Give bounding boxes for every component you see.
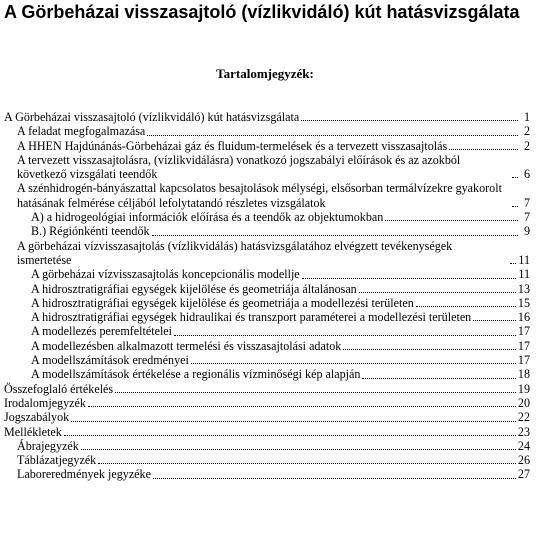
toc-entry[interactable] — [0, 467, 530, 481]
toc-entry[interactable] — [0, 296, 530, 310]
toc-entry[interactable] — [0, 425, 530, 439]
toc-entry[interactable] — [0, 339, 530, 353]
toc-dot-leader — [343, 348, 516, 350]
toc-entry[interactable] — [0, 353, 530, 367]
toc-entry-title[interactable]: A hidrosztratigráfiai egységek hidraulikai és transzport paraméterei a modellezési területen — [31, 310, 472, 325]
toc-entry-page-number[interactable]: 19 — [517, 381, 530, 396]
toc-entry[interactable] — [0, 410, 530, 424]
toc-entry-title[interactable]: Irodalomjegyzék — [4, 395, 86, 410]
toc-entry[interactable] — [0, 181, 530, 210]
toc-entry-page-number[interactable]: 20 — [517, 395, 530, 410]
toc-entry-title[interactable]: A görbeházai vízvisszasajtolás koncepcionális modellje — [31, 267, 300, 282]
toc-entry-title[interactable]: A tervezett visszasajtolásra, (vízlikvidálásra) vonatkozó jogszabályi előírások és az azokból következő vizsgálati teendők — [17, 152, 461, 182]
toc-entry-page-number[interactable]: 13 — [517, 281, 530, 296]
toc-dot-leader — [416, 305, 516, 307]
toc-entry-page-number[interactable]: 9 — [523, 224, 530, 239]
toc-dot-leader — [115, 391, 516, 393]
toc-entry[interactable] — [0, 282, 530, 296]
toc-dot-leader — [510, 262, 516, 264]
toc-entry[interactable] — [0, 224, 530, 238]
toc-entry-title[interactable]: Összefoglaló értékelés — [4, 381, 114, 396]
toc-entry[interactable] — [0, 310, 530, 324]
toc-entry-page-number[interactable]: 17 — [517, 353, 530, 368]
toc-dot-leader — [302, 277, 517, 279]
toc-entry-page-number[interactable]: 17 — [517, 338, 530, 353]
toc-dot-leader — [81, 448, 516, 450]
toc-dot-leader — [512, 176, 518, 178]
toc-dot-leader — [473, 319, 516, 321]
toc-entry-page-number[interactable]: 2 — [523, 138, 530, 153]
toc-entry[interactable] — [0, 439, 530, 453]
toc-dot-leader — [147, 134, 518, 136]
toc-dot-leader — [362, 377, 515, 379]
toc-heading: Tartalomjegyzék: — [216, 66, 314, 81]
toc-entry-page-number[interactable]: 24 — [517, 438, 530, 453]
toc-dot-leader — [385, 219, 518, 221]
document-title: A Görbeházai visszasajtoló (vízlikvidáló) kút hatásvizsgálata — [4, 2, 520, 22]
toc-dot-leader — [88, 405, 516, 407]
toc-entry-title[interactable]: A szénhidrogén-bányászattal kapcsolatos besajtolások mélységi, elsősorban termálvízekre gyakorolt hatásának felmérése céljából lefolytatandó részletes vizsgálatok — [17, 181, 502, 210]
toc-entry-title[interactable]: A görbeházai vízvisszasajtolás (vízlikvidálás) hatásvizsgálatához elvégzett tevékenységek ismertetése — [17, 238, 453, 267]
toc-dot-leader — [512, 205, 518, 207]
toc-entry-title[interactable]: Mellékletek — [4, 424, 62, 439]
toc-entry[interactable] — [0, 453, 530, 467]
toc-entry[interactable] — [0, 267, 530, 281]
table-of-contents — [0, 110, 530, 482]
toc-entry-title[interactable]: A HHEN Hajdúnánás-Görbeházai gáz és fluidum-termelések és a tervezett visszasajtolás — [17, 138, 448, 153]
toc-entry[interactable] — [0, 124, 530, 138]
toc-entry[interactable] — [0, 110, 530, 124]
toc-entry-page-number[interactable]: 15 — [517, 295, 530, 310]
toc-entry[interactable] — [0, 382, 530, 396]
toc-entry-title[interactable]: A modellezés peremfeltételei — [31, 324, 173, 339]
toc-entry[interactable] — [0, 139, 530, 153]
toc-dot-leader — [449, 148, 518, 150]
toc-entry-page-number[interactable]: 1 — [523, 110, 530, 124]
toc-entry-title[interactable]: A modellszámítások eredményei — [31, 353, 189, 368]
toc-entry-page-number[interactable]: 6 — [523, 167, 530, 182]
toc-entry-page-number[interactable]: 16 — [517, 310, 530, 325]
toc-entry-page-number[interactable]: 22 — [517, 410, 530, 425]
toc-dot-leader — [153, 477, 516, 479]
toc-entry-title[interactable]: A Görbeházai visszasajtoló (vízlikvidáló) kút hatásvizsgálata — [4, 110, 300, 124]
toc-entry-page-number[interactable]: 27 — [517, 467, 530, 482]
toc-entry-title[interactable]: A) a hidrogeológiai információk előírása és a teendők az objektumokban — [31, 210, 384, 225]
toc-entry-title[interactable]: A modellszámítások értékelése a regionális vízminőségi kép alapján — [31, 367, 361, 382]
toc-dot-leader — [98, 462, 516, 464]
toc-entry-title[interactable]: Táblázatjegyzék — [17, 453, 97, 468]
toc-entry-title[interactable]: Ábrajegyzék — [17, 438, 79, 453]
toc-entry-page-number[interactable]: 11 — [518, 267, 530, 282]
toc-entry[interactable] — [0, 153, 530, 182]
toc-entry-title[interactable]: B.) Régiónkénti teendők — [31, 224, 150, 239]
toc-entry-title[interactable]: Laboreredmények jegyzéke — [17, 467, 151, 482]
toc-entry-page-number[interactable]: 7 — [523, 195, 530, 210]
toc-entry-page-number[interactable]: 18 — [517, 367, 530, 382]
toc-entry[interactable] — [0, 210, 530, 224]
toc-dot-leader — [191, 362, 516, 364]
toc-entry-title[interactable]: A modellezésben alkalmazott termelési és visszasajtolási adatok — [31, 338, 342, 353]
toc-entry-page-number[interactable]: 7 — [523, 210, 530, 225]
toc-dot-leader — [71, 420, 516, 422]
toc-entry[interactable] — [0, 324, 530, 338]
toc-entry-page-number[interactable]: 23 — [517, 424, 530, 439]
toc-dot-leader — [152, 234, 518, 236]
toc-entry[interactable] — [0, 239, 530, 268]
toc-entry-page-number[interactable]: 11 — [518, 252, 530, 267]
toc-entry-title[interactable]: A feladat megfogalmazása — [17, 124, 146, 139]
toc-dot-leader — [359, 291, 516, 293]
toc-entry[interactable] — [0, 367, 530, 381]
toc-dot-leader — [174, 334, 516, 336]
toc-entry-page-number[interactable]: 2 — [523, 124, 530, 139]
toc-entry-title[interactable]: A hidrosztratigráfiai egységek kijelölése és geometriája a modellezési területen — [31, 295, 414, 310]
toc-dot-leader — [64, 434, 516, 436]
toc-entry-title[interactable]: Jogszabályok — [4, 410, 70, 425]
toc-entry-page-number[interactable]: 17 — [517, 324, 530, 339]
toc-entry-page-number[interactable]: 26 — [517, 453, 530, 468]
toc-dot-leader — [301, 119, 518, 121]
toc-entry[interactable] — [0, 396, 530, 410]
toc-entry-title[interactable]: A hidrosztratigráfiai egységek kijelölése és geometriája általánosan — [31, 281, 357, 296]
